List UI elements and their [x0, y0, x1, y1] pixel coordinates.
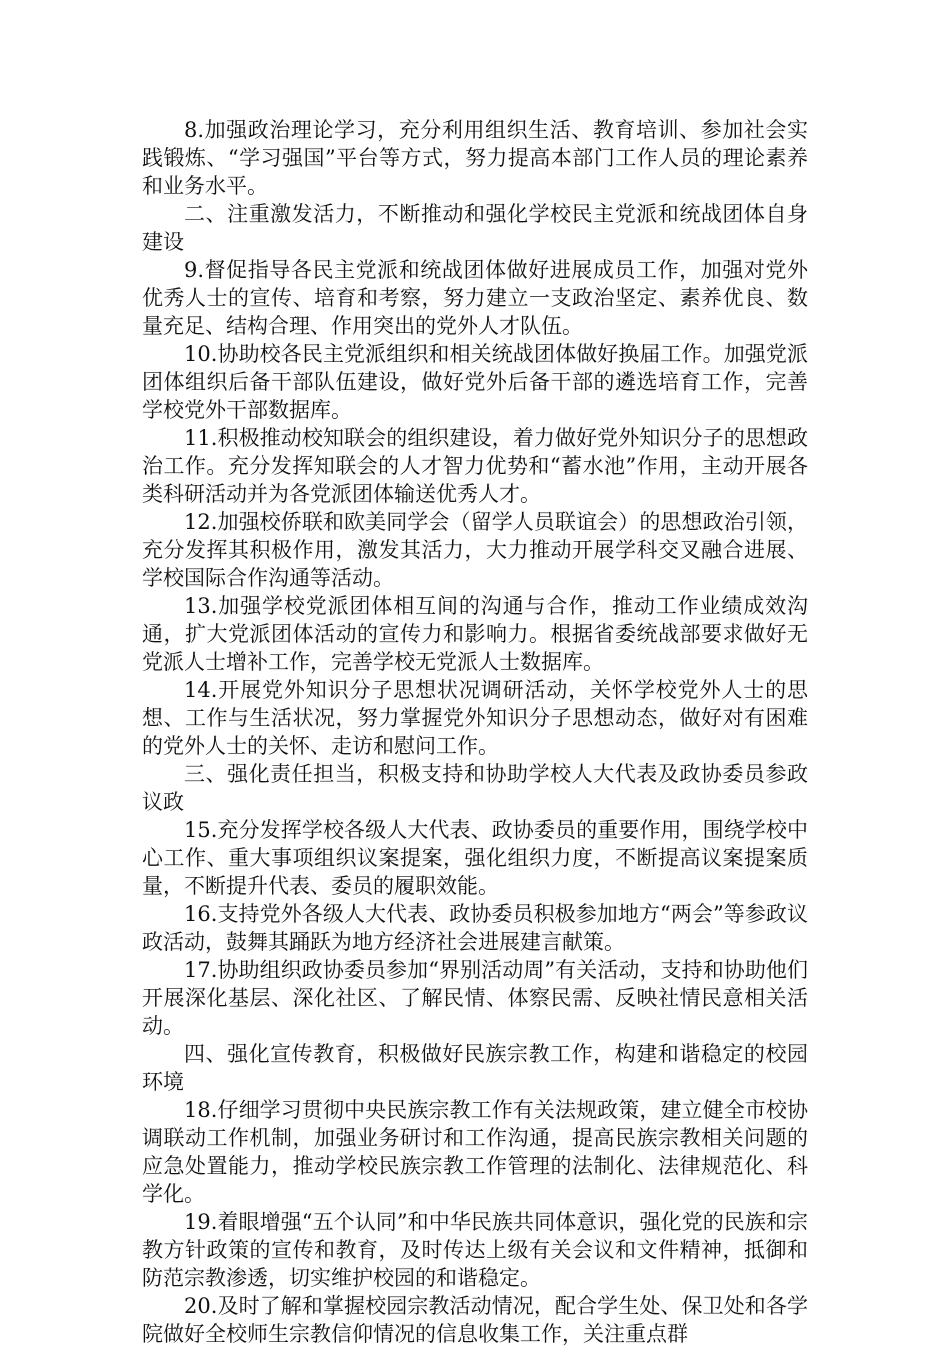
- section-heading-4: 四、强化宣传教育，积极做好民族宗教工作，构建和谐稳定的校园环境: [142, 1042, 808, 1094]
- paragraph-item-16: 16.支持党外各级人大代表、政协委员积极参加地方“两会”等参政议政活动，鼓舞其踊跃为地方经济社会进展建言献策。: [142, 902, 808, 954]
- paragraph-item-14: 14.开展党外知识分子思想状况调研活动，关怀学校党外人士的思想、工作与生活状况，努力掌握党外知识分子思想动态，做好对有困难的党外人士的关怀、走访和慰问工作。: [142, 678, 808, 758]
- paragraph-item-9: 9.督促指导各民主党派和统战团体做好进展成员工作，加强对党外优秀人士的宣传、培育和考察，努力建立一支政治坚定、素养优良、数量充足、结构合理、作用突出的党外人才队伍。: [142, 258, 808, 338]
- paragraph-item-10: 10.协助校各民主党派组织和相关统战团体做好换届工作。加强党派团体组织后备干部队伍建设，做好党外后备干部的遴选培育工作，完善学校党外干部数据库。: [142, 342, 808, 422]
- section-heading-3: 三、强化责任担当，积极支持和协助学校人大代表及政协委员参政议政: [142, 762, 808, 814]
- section-heading-2: 二、注重激发活力，不断推动和强化学校民主党派和统战团体自身建设: [142, 202, 808, 254]
- paragraph-item-13: 13.加强学校党派团体相互间的沟通与合作，推动工作业绩成效沟通，扩大党派团体活动的宣传力和影响力。根据省委统战部要求做好无党派人士增补工作，完善学校无党派人士数据库。: [142, 594, 808, 674]
- paragraph-item-18: 18.仔细学习贯彻中央民族宗教工作有关法规政策，建立健全市校协调联动工作机制，加强业务研讨和工作沟通，提高民族宗教相关问题的应急处置能力，推动学校民族宗教工作管理的法制化、法律规范化、科学化。: [142, 1098, 808, 1206]
- paragraph-item-20: 20.及时了解和掌握校园宗教活动情况，配合学生处、保卫处和各学院做好全校师生宗教信仰情况的信息收集工作，关注重点群: [142, 1294, 808, 1346]
- paragraph-item-11: 11.积极推动校知联会的组织建设，着力做好党外知识分子的思想政治工作。充分发挥知联会的人才智力优势和“蓄水池”作用，主动开展各类科研活动并为各党派团体输送优秀人才。: [142, 426, 808, 506]
- paragraph-item-15: 15.充分发挥学校各级人大代表、政协委员的重要作用，围绕学校中心工作、重大事项组织议案提案，强化组织力度，不断提高议案提案质量，不断提升代表、委员的履职效能。: [142, 818, 808, 898]
- paragraph-item-12: 12.加强校侨联和欧美同学会（留学人员联谊会）的思想政治引领，充分发挥其积极作用，激发其活力，大力推动开展学科交叉融合进展、学校国际合作沟通等活动。: [142, 510, 808, 590]
- paragraph-item-17: 17.协助组织政协委员参加“界别活动周”有关活动，支持和协助他们开展深化基层、深化社区、了解民情、体察民需、反映社情民意相关活动。: [142, 958, 808, 1038]
- document-body: [142, 116, 808, 1348]
- paragraph-item-19: 19.着眼增强“五个认同”和中华民族共同体意识，强化党的民族和宗教方针政策的宣传和教育，及时传达上级有关会议和文件精神，抵御和防范宗教渗透，切实维护校园的和谐稳定。: [142, 1210, 808, 1290]
- paragraph-item-8: 8.加强政治理论学习，充分利用组织生活、教育培训、参加社会实践锻炼、“学习强国”平台等方式，努力提高本部门工作人员的理论素养和业务水平。: [142, 118, 808, 198]
